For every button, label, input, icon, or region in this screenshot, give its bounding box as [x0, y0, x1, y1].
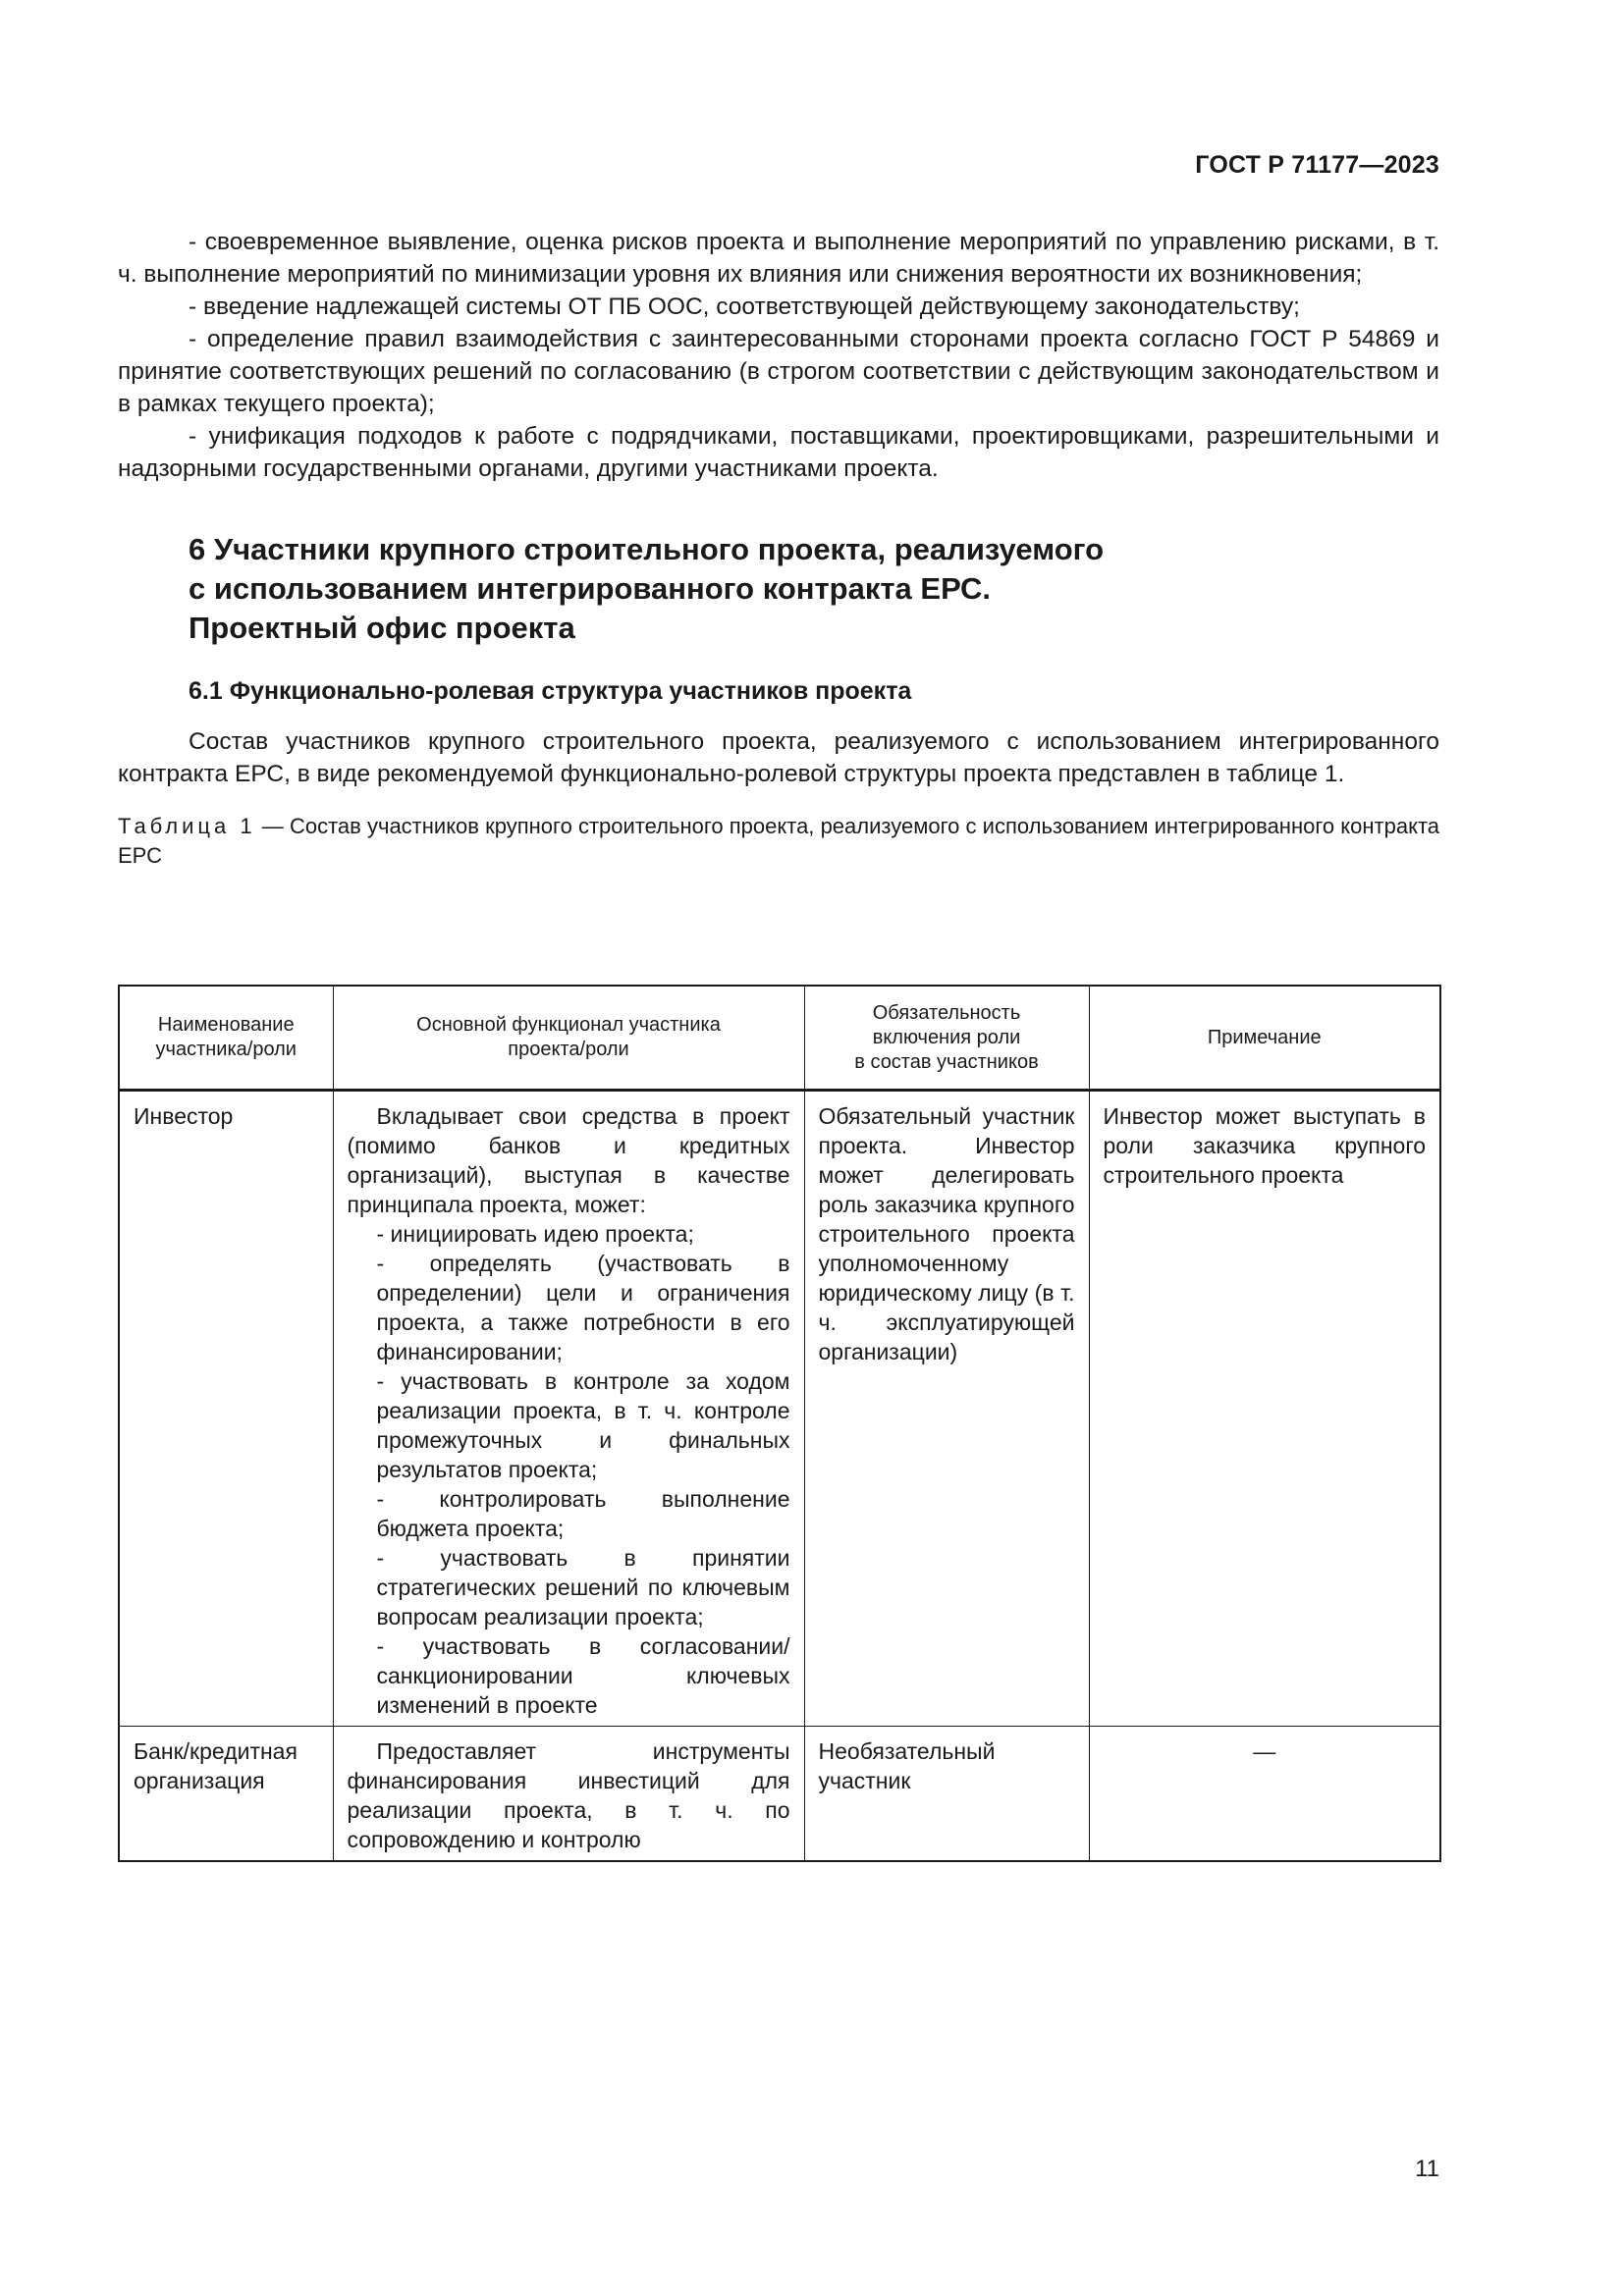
header-participant-name: Наименование участника/роли	[119, 986, 333, 1091]
list-item: - определение правил взаимодействия с заинтересованными сторонами проекта согласно ГОСТ Р 54869 и принятие соответствующих решений по согласованию (в строгом соответствии с действующим законодательством и в рамках текущего проекта);	[118, 326, 1439, 417]
function-item: - определять (участвовать в определении) цели и ограничения проекта, а также потребности в его финансировании;	[376, 1251, 790, 1364]
table-caption	[118, 812, 1439, 871]
table-row	[119, 1727, 1440, 1862]
function-intro: Предоставляет инструменты финансирования инвестиций для реализации проекта, в т. ч. по сопровождению и контролю	[347, 1738, 790, 1852]
function-intro: Вкладывает свои средства в проект (помимо банков и кредитных организаций), выступая в качестве принципала проекта, может:	[347, 1103, 790, 1217]
page-number: 11	[1415, 2156, 1439, 2182]
document-code: ГОСТ Р 71177—2023	[1195, 151, 1439, 179]
participant-note: —	[1089, 1727, 1440, 1862]
document-body	[118, 226, 1439, 871]
table-caption-text: — Состав участников крупного строительного проекта, реализуемого с использованием интегрированного контракта ЕРС	[118, 814, 1440, 868]
participant-function	[333, 1727, 804, 1862]
function-item: - контролировать выполнение бюджета проекта;	[376, 1486, 790, 1541]
list-item: - унификация подходов к работе с подрядчиками, поставщиками, проектировщиками, разрешительными и надзорными государственными органами, другими участниками проекта.	[118, 423, 1439, 482]
section-title	[189, 530, 1439, 648]
table-header-row	[119, 986, 1440, 1091]
list-item: - своевременное выявление, оценка рисков проекта и выполнение мероприятий по управлению рисками, в т. ч. выполнение мероприятий по минимизации уровня их влияния или снижения вероятности их возникновения;	[118, 229, 1439, 288]
list-item: - введение надлежащей системы ОТ ПБ ООС, соответствующей действующему законодательству;	[189, 294, 1300, 320]
participant-note: Инвестор может выступать в роли заказчика крупного строительного проекта	[1089, 1091, 1440, 1727]
header-note: Примечание	[1089, 986, 1440, 1091]
function-item: - инициировать идею проекта;	[376, 1221, 694, 1247]
table-row	[119, 1091, 1440, 1727]
section-title-line: с использованием интегрированного контракта ЕРС.	[189, 571, 991, 606]
function-item: - участвовать в согласовании/санкционировании ключевых изменений в проекте	[376, 1633, 790, 1718]
table-caption-label: Таблица 1	[118, 814, 256, 838]
intro-paragraph: Состав участников крупного строительного проекта, реализуемого с использованием интегрированного контракта ЕРС, в виде рекомендуемой функционально-ролевой структуры проекта представлен в таблице 1.	[118, 728, 1439, 787]
header-obligation: Обязательность включения роли в состав участников	[804, 986, 1089, 1091]
participant-function	[333, 1091, 804, 1727]
header-main-function: Основной функционал участника проекта/роли	[333, 986, 804, 1091]
subsection-title: 6.1 Функционально-ролевая структура участников проекта	[189, 677, 912, 705]
participant-name: Инвестор	[119, 1091, 333, 1727]
participant-obligation: Необязательный участник	[804, 1727, 1089, 1862]
participants-table	[118, 985, 1441, 1862]
participant-name: Банк/кредитная организация	[119, 1727, 333, 1862]
participant-obligation: Обязательный участник проекта. Инвестор может делегировать роль заказчика крупного строительного проекта уполномоченному юридическому лицу (в т. ч. эксплуатирующей организации)	[804, 1091, 1089, 1727]
section-title-line: 6 Участники крупного строительного проекта, реализуемого	[189, 532, 1105, 566]
function-item: - участвовать в контроле за ходом реализации проекта, в т. ч. контроле промежуточных и финальных результатов проекта;	[376, 1368, 790, 1482]
section-title-line: Проектный офис проекта	[189, 611, 575, 645]
function-item: - участвовать в принятии стратегических решений по ключевым вопросам реализации проекта;	[376, 1545, 790, 1629]
